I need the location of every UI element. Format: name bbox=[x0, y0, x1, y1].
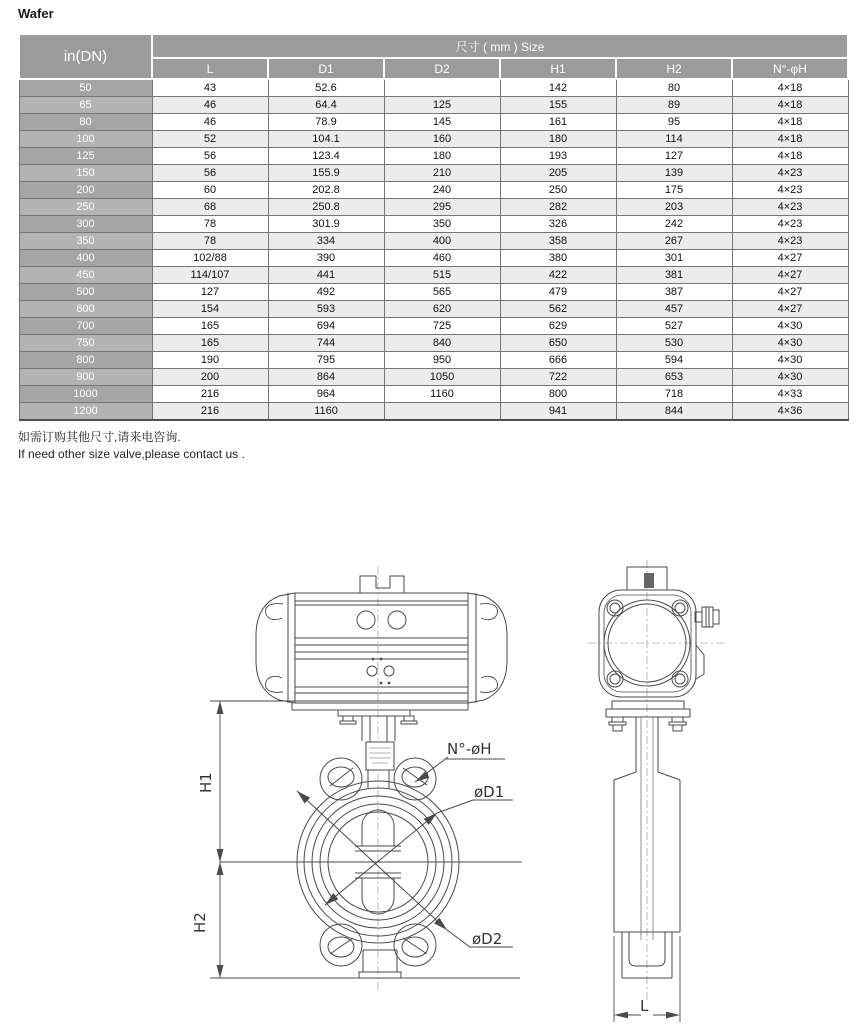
dim-cell: 4×30 bbox=[732, 369, 848, 386]
dim-cell: 4×30 bbox=[732, 335, 848, 352]
label-h2: H2 bbox=[191, 912, 209, 933]
air-port-left bbox=[357, 611, 375, 629]
dim-cell bbox=[384, 79, 500, 97]
dim-cell: 350 bbox=[384, 216, 500, 233]
dim-cell: 390 bbox=[268, 250, 384, 267]
table-row bbox=[19, 403, 848, 421]
mount-plate-2 bbox=[338, 710, 410, 716]
dn-cell: 200 bbox=[19, 182, 152, 199]
dim-cell: 89 bbox=[616, 97, 732, 114]
table-row bbox=[19, 284, 848, 301]
note-en: If need other size valve,please contact us . bbox=[18, 447, 245, 461]
side-endcap-outer bbox=[599, 590, 696, 697]
dim-cell: 844 bbox=[616, 403, 732, 421]
dim-cell: 4×30 bbox=[732, 318, 848, 335]
table-row bbox=[19, 301, 848, 318]
dim-cell: 4×18 bbox=[732, 114, 848, 131]
dim-cell: 718 bbox=[616, 386, 732, 403]
dim-cell: 864 bbox=[268, 369, 384, 386]
dim-cell: 725 bbox=[384, 318, 500, 335]
bottom-boss bbox=[359, 950, 401, 978]
dim-cell: 795 bbox=[268, 352, 384, 369]
air-port-right bbox=[388, 611, 406, 629]
dim-cell: 562 bbox=[500, 301, 616, 318]
dim-cell: 4×36 bbox=[732, 403, 848, 421]
dim-cell: 422 bbox=[500, 267, 616, 284]
mount-bolts bbox=[340, 716, 417, 724]
dim-cell: 4×23 bbox=[732, 199, 848, 216]
dim-cell: 515 bbox=[384, 267, 500, 284]
side-bracket-2 bbox=[606, 709, 690, 717]
dim-cell: 4×27 bbox=[732, 301, 848, 318]
dim-cell: 441 bbox=[268, 267, 384, 284]
dim-cell: 175 bbox=[616, 182, 732, 199]
dim-cell: 4×18 bbox=[732, 79, 848, 97]
col-header-dn: in(DN) bbox=[19, 34, 152, 79]
table-row bbox=[19, 233, 848, 250]
dim-cell: 594 bbox=[616, 352, 732, 369]
dn-cell: 1000 bbox=[19, 386, 152, 403]
dim-cell: 155.9 bbox=[268, 165, 384, 182]
endcap-clips bbox=[266, 604, 498, 693]
dim-cell: 142 bbox=[500, 79, 616, 97]
actuator-top-tab bbox=[360, 576, 404, 593]
dn-cell: 500 bbox=[19, 284, 152, 301]
dim-cell: 527 bbox=[616, 318, 732, 335]
dim-cell: 964 bbox=[268, 386, 384, 403]
table-row bbox=[19, 369, 848, 386]
table-row bbox=[19, 318, 848, 335]
dim-cell: 190 bbox=[152, 352, 268, 369]
pilot-hole-left bbox=[367, 666, 377, 676]
dim-cell: 114/107 bbox=[152, 267, 268, 284]
actuator-endcap-left bbox=[256, 593, 295, 703]
dim-cell: 4×23 bbox=[732, 182, 848, 199]
dim-cell: 78.9 bbox=[268, 114, 384, 131]
actuator-body-lines bbox=[288, 593, 476, 703]
dim-cell: 381 bbox=[616, 267, 732, 284]
dim-cell: 301.9 bbox=[268, 216, 384, 233]
dim-cell: 530 bbox=[616, 335, 732, 352]
dim-cell: 52.6 bbox=[268, 79, 384, 97]
dim-cell: 250.8 bbox=[268, 199, 384, 216]
dim-cell: 326 bbox=[500, 216, 616, 233]
dim-cell: 380 bbox=[500, 250, 616, 267]
dim-cell: 4×23 bbox=[732, 233, 848, 250]
lug-top-right bbox=[394, 758, 436, 800]
dim-cell: 202.8 bbox=[268, 182, 384, 199]
dim-cell: 4×27 bbox=[732, 250, 848, 267]
mount-plate bbox=[292, 701, 468, 710]
dim-cell: 492 bbox=[268, 284, 384, 301]
table-row bbox=[19, 97, 848, 114]
dim-cell: 629 bbox=[500, 318, 616, 335]
dim-cell: 78 bbox=[152, 233, 268, 250]
dn-cell: 125 bbox=[19, 148, 152, 165]
dim-cell: 123.4 bbox=[268, 148, 384, 165]
col-header-nphih: N°-φH bbox=[732, 58, 848, 79]
dim-cell: 104.1 bbox=[268, 131, 384, 148]
dn-cell: 65 bbox=[19, 97, 152, 114]
d2-diagonal bbox=[297, 791, 447, 930]
col-header-d2: D2 bbox=[384, 58, 500, 79]
label-d1: øD1 bbox=[474, 783, 505, 801]
dim-cell: 457 bbox=[616, 301, 732, 318]
dim-cell: 301 bbox=[616, 250, 732, 267]
dn-cell: 800 bbox=[19, 352, 152, 369]
dim-cell: 620 bbox=[384, 301, 500, 318]
actuator-endcap-right bbox=[468, 593, 507, 703]
valve-front bbox=[292, 701, 468, 978]
dim-cell: 4×18 bbox=[732, 97, 848, 114]
dim-cell: 200 bbox=[152, 369, 268, 386]
side-view bbox=[588, 560, 724, 1022]
table-row bbox=[19, 335, 848, 352]
dim-cell: 565 bbox=[384, 284, 500, 301]
table-row bbox=[19, 352, 848, 369]
table-header bbox=[19, 34, 848, 79]
label-d2: øD2 bbox=[472, 930, 503, 948]
dn-cell: 250 bbox=[19, 199, 152, 216]
dimension-table-wrap bbox=[18, 33, 849, 421]
dim-cell: 4×18 bbox=[732, 148, 848, 165]
air-fitting bbox=[695, 607, 719, 627]
dim-cell: 80 bbox=[616, 79, 732, 97]
dim-cell: 180 bbox=[500, 131, 616, 148]
dn-cell: 400 bbox=[19, 250, 152, 267]
dim-cell: 210 bbox=[384, 165, 500, 182]
table-row bbox=[19, 199, 848, 216]
dim-cell: 125 bbox=[384, 97, 500, 114]
dn-cell: 100 bbox=[19, 131, 152, 148]
dim-cell: 203 bbox=[616, 199, 732, 216]
dim-cell: 95 bbox=[616, 114, 732, 131]
dim-cell: 694 bbox=[268, 318, 384, 335]
dim-cell: 722 bbox=[500, 369, 616, 386]
side-endcap-inner bbox=[604, 595, 691, 692]
dim-cell: 161 bbox=[500, 114, 616, 131]
dim-cell: 387 bbox=[616, 284, 732, 301]
dn-cell: 50 bbox=[19, 79, 152, 97]
dim-cell: 4×30 bbox=[732, 352, 848, 369]
table-row bbox=[19, 216, 848, 233]
dim-cell: 653 bbox=[616, 369, 732, 386]
dn-cell: 350 bbox=[19, 233, 152, 250]
dim-cell: 145 bbox=[384, 114, 500, 131]
side-bracket-bolts bbox=[609, 717, 686, 731]
dim-cell: 160 bbox=[384, 131, 500, 148]
dim-cell: 165 bbox=[152, 318, 268, 335]
dim-cell: 155 bbox=[500, 97, 616, 114]
dim-cell: 68 bbox=[152, 199, 268, 216]
table-row bbox=[19, 250, 848, 267]
valve-technical-drawing bbox=[0, 545, 867, 1035]
lug-bottom-right bbox=[394, 924, 436, 966]
dim-cell: 282 bbox=[500, 199, 616, 216]
actuator-side bbox=[599, 567, 719, 697]
dim-cell: 242 bbox=[616, 216, 732, 233]
label-length: L bbox=[640, 997, 649, 1015]
dimension-table bbox=[18, 33, 849, 421]
dim-cell: 744 bbox=[268, 335, 384, 352]
dim-cell: 4×33 bbox=[732, 386, 848, 403]
actuator-front bbox=[256, 576, 507, 703]
side-tab-notch bbox=[644, 573, 654, 588]
col-header-h1: H1 bbox=[500, 58, 616, 79]
dim-cell: 334 bbox=[268, 233, 384, 250]
pilot-hole-right bbox=[384, 666, 394, 676]
dim-cell: 1050 bbox=[384, 369, 500, 386]
dn-cell: 150 bbox=[19, 165, 152, 182]
dim-cell: 4×23 bbox=[732, 216, 848, 233]
dim-cell bbox=[384, 403, 500, 421]
dim-cell: 216 bbox=[152, 386, 268, 403]
dim-cell: 46 bbox=[152, 97, 268, 114]
dim-cell: 4×27 bbox=[732, 267, 848, 284]
dim-cell: 60 bbox=[152, 182, 268, 199]
dim-cell: 56 bbox=[152, 148, 268, 165]
dim-cell: 358 bbox=[500, 233, 616, 250]
table-body bbox=[19, 79, 848, 420]
dim-cell: 479 bbox=[500, 284, 616, 301]
dim-cell: 127 bbox=[152, 284, 268, 301]
dim-cell: 250 bbox=[500, 182, 616, 199]
dim-cell: 4×27 bbox=[732, 284, 848, 301]
order-notes bbox=[18, 429, 245, 463]
dim-cell: 941 bbox=[500, 403, 616, 421]
dim-cell: 154 bbox=[152, 301, 268, 318]
page-title: Wafer bbox=[18, 6, 54, 21]
nphih-leader bbox=[415, 757, 505, 782]
dim-cell: 666 bbox=[500, 352, 616, 369]
dim-cell: 114 bbox=[616, 131, 732, 148]
side-bracket-1 bbox=[612, 701, 684, 709]
dim-cell: 56 bbox=[152, 165, 268, 182]
dn-cell: 700 bbox=[19, 318, 152, 335]
lug-bottom-left bbox=[320, 924, 362, 966]
dim-cell: 295 bbox=[384, 199, 500, 216]
dim-cell: 193 bbox=[500, 148, 616, 165]
dn-cell: 450 bbox=[19, 267, 152, 284]
dim-cell: 52 bbox=[152, 131, 268, 148]
dim-cell: 650 bbox=[500, 335, 616, 352]
table-row bbox=[19, 182, 848, 199]
dn-cell: 300 bbox=[19, 216, 152, 233]
dim-cell: 950 bbox=[384, 352, 500, 369]
d1-leader bbox=[437, 800, 513, 813]
dim-cell: 800 bbox=[500, 386, 616, 403]
dim-cell: 165 bbox=[152, 335, 268, 352]
table-row bbox=[19, 148, 848, 165]
bolt-hole-slashes-top bbox=[330, 768, 427, 786]
col-header-d1: D1 bbox=[268, 58, 384, 79]
dim-cell: 267 bbox=[616, 233, 732, 250]
side-right-plate bbox=[696, 645, 704, 679]
side-corner-bolts bbox=[607, 600, 688, 687]
dn-cell: 1200 bbox=[19, 403, 152, 421]
table-row bbox=[19, 131, 848, 148]
table-row bbox=[19, 79, 848, 97]
dim-cell: 4×18 bbox=[732, 131, 848, 148]
dim-cell: 593 bbox=[268, 301, 384, 318]
dim-cell: 216 bbox=[152, 403, 268, 421]
table-row bbox=[19, 267, 848, 284]
front-view bbox=[191, 566, 522, 992]
dn-cell: 80 bbox=[19, 114, 152, 131]
nameplate bbox=[366, 742, 394, 770]
table-row bbox=[19, 165, 848, 182]
dn-cell: 900 bbox=[19, 369, 152, 386]
dim-cell: 240 bbox=[384, 182, 500, 199]
dim-cell: 46 bbox=[152, 114, 268, 131]
pilot-dots bbox=[372, 658, 391, 685]
dim-cell: 1160 bbox=[268, 403, 384, 421]
table-row bbox=[19, 114, 848, 131]
label-h1: H1 bbox=[197, 772, 215, 793]
col-header-h2: H2 bbox=[616, 58, 732, 79]
label-bolt-holes: N°-øH bbox=[447, 740, 492, 758]
dim-cell: 78 bbox=[152, 216, 268, 233]
lug-top-left bbox=[320, 758, 362, 800]
dim-cell: 400 bbox=[384, 233, 500, 250]
col-group-header-size: 尺寸 ( mm ) Size bbox=[152, 34, 848, 58]
dn-cell: 750 bbox=[19, 335, 152, 352]
dim-cell: 139 bbox=[616, 165, 732, 182]
note-zh: 如需订购其他尺寸,请来电咨询. bbox=[18, 430, 181, 444]
dim-cell: 127 bbox=[616, 148, 732, 165]
col-header-l: L bbox=[152, 58, 268, 79]
dim-cell: 205 bbox=[500, 165, 616, 182]
dim-cell: 180 bbox=[384, 148, 500, 165]
valve-side bbox=[606, 701, 690, 978]
dim-cell: 64.4 bbox=[268, 97, 384, 114]
dim-cell: 460 bbox=[384, 250, 500, 267]
dim-cell: 4×23 bbox=[732, 165, 848, 182]
dim-cell: 840 bbox=[384, 335, 500, 352]
table-row bbox=[19, 386, 848, 403]
dn-cell: 600 bbox=[19, 301, 152, 318]
bolt-hole-slashes-bottom bbox=[330, 938, 427, 954]
dim-cell: 102/88 bbox=[152, 250, 268, 267]
dim-cell: 1160 bbox=[384, 386, 500, 403]
dim-cell: 43 bbox=[152, 79, 268, 97]
